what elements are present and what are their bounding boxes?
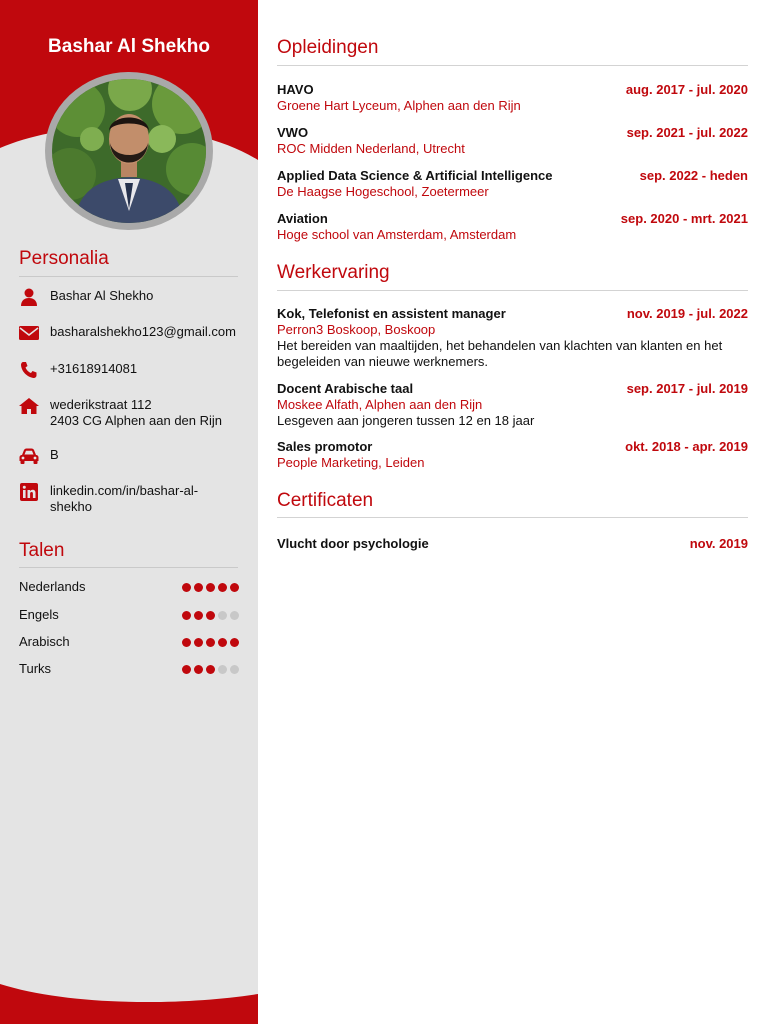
personal-name-item (19, 288, 244, 306)
entry-date: sep. 2020 - mrt. 2021 (620, 211, 748, 226)
language-name: Nederlands (19, 579, 86, 594)
entry-description: Het bereiden van maaltijden, het behandelen van klachten van klanten en het begeleiden van nieuwe werknemers. (277, 338, 723, 369)
werkervaring-divider (277, 290, 748, 291)
entry-description: Lesgeven aan jongeren tussen 12 en 18 jaar (277, 413, 535, 428)
footer-red-wave (0, 984, 258, 1024)
user-icon (19, 288, 39, 306)
entry-subtitle: Hoge school van Amsterdam, Amsterdam (277, 227, 517, 242)
level-dot-filled (230, 638, 239, 647)
personal-email-text[interactable]: basharalshekho123@gmail.com (50, 324, 236, 339)
level-dot-filled (194, 611, 203, 620)
linkedin-line-1: linkedin.com/in/bashar-al- (50, 483, 199, 498)
entry-title: VWO (277, 125, 309, 140)
level-dot-filled (182, 638, 191, 647)
opleidingen-heading: Opleidingen (277, 37, 379, 58)
entry-date: nov. 2019 (689, 536, 748, 551)
education-entry (277, 211, 748, 243)
linkedin-icon (19, 483, 39, 501)
personalia-heading: Personalia (19, 248, 109, 269)
address-line-1: wederikstraat 112 (50, 397, 152, 412)
sidebar (0, 0, 258, 1024)
entry-date: aug. 2017 - jul. 2020 (625, 82, 748, 97)
entry-date: nov. 2019 - jul. 2022 (626, 306, 748, 321)
certificate-entry (277, 536, 748, 552)
level-dot-filled (206, 638, 215, 647)
personalia-divider (19, 276, 238, 277)
profile-photo (52, 79, 206, 223)
level-dot-filled (182, 611, 191, 620)
address-line-2: 2403 CG Alphen aan den Rijn (50, 413, 223, 428)
profile-name: Bashar Al Shekho (48, 36, 210, 57)
linkedin-line-2: shekho (50, 499, 92, 514)
language-name: Engels (19, 607, 59, 622)
car-icon (19, 447, 39, 465)
work-entry (277, 439, 748, 471)
level-dot-filled (194, 665, 203, 674)
language-name: Turks (19, 661, 52, 676)
work-entry (277, 381, 748, 429)
phone-icon (19, 361, 39, 379)
level-dot-filled (182, 583, 191, 592)
personal-name-text: Bashar Al Shekho (50, 288, 154, 303)
home-icon (19, 397, 39, 415)
language-level-dots (182, 583, 239, 592)
level-dot-filled (182, 665, 191, 674)
level-dot-filled (194, 638, 203, 647)
opleidingen-divider (277, 65, 748, 66)
personal-email-item (19, 324, 244, 342)
entry-subtitle: Groene Hart Lyceum, Alphen aan den Rijn (277, 98, 521, 113)
level-dot-empty (218, 611, 227, 620)
entry-date: okt. 2018 - apr. 2019 (625, 439, 748, 454)
entry-title: Sales promotor (277, 439, 373, 454)
entry-subtitle: Moskee Alfath, Alphen aan den Rijn (277, 397, 483, 412)
work-entry (277, 306, 748, 370)
level-dot-filled (206, 665, 215, 674)
level-dot-filled (218, 583, 227, 592)
level-dot-empty (230, 611, 239, 620)
entry-title: Applied Data Science & Artificial Intelligence (277, 168, 553, 183)
language-level-dots (182, 611, 239, 620)
language-name: Arabisch (19, 634, 70, 649)
language-level-dots (182, 665, 239, 674)
personal-linkedin-item (19, 483, 244, 515)
level-dot-empty (218, 665, 227, 674)
level-dot-filled (194, 583, 203, 592)
entry-subtitle: De Haagse Hogeschool, Zoetermeer (277, 184, 489, 199)
werkervaring-heading: Werkervaring (277, 262, 390, 283)
certificaten-divider (277, 517, 748, 518)
language-row (19, 661, 239, 677)
personal-phone-item (19, 361, 244, 379)
level-dot-filled (230, 583, 239, 592)
profile-photo-illustration (52, 79, 206, 223)
entry-date: sep. 2017 - jul. 2019 (626, 381, 748, 396)
language-row (19, 607, 239, 623)
entry-subtitle: People Marketing, Leiden (277, 455, 425, 470)
personal-linkedin-text[interactable] (50, 483, 198, 515)
entry-subtitle: Perron3 Boskoop, Boskoop (277, 322, 436, 337)
certificaten-heading: Certificaten (277, 490, 374, 511)
language-row (19, 634, 239, 650)
level-dot-filled (206, 611, 215, 620)
personal-license-text: B (50, 447, 59, 462)
level-dot-filled (206, 583, 215, 592)
entry-title: Kok, Telefonist en assistent manager (277, 306, 506, 321)
personal-address-text (50, 397, 222, 429)
education-entry (277, 82, 748, 114)
personal-address-item (19, 397, 244, 429)
language-level-dots (182, 638, 239, 647)
entry-title: Aviation (277, 211, 328, 226)
education-entry (277, 168, 748, 200)
entry-date: sep. 2021 - jul. 2022 (626, 125, 748, 140)
personal-phone-text[interactable]: +31618914081 (50, 361, 138, 376)
talen-heading: Talen (19, 540, 65, 561)
education-entry (277, 125, 748, 157)
entry-title: Docent Arabische taal (277, 381, 414, 396)
level-dot-empty (230, 665, 239, 674)
talen-divider (19, 567, 238, 568)
entry-subtitle: ROC Midden Nederland, Utrecht (277, 141, 465, 156)
envelope-icon (19, 324, 39, 342)
level-dot-filled (218, 638, 227, 647)
language-row (19, 579, 239, 595)
entry-title: HAVO (277, 82, 314, 97)
personal-license-item (19, 447, 244, 465)
entry-date: sep. 2022 - heden (639, 168, 748, 183)
entry-title: Vlucht door psychologie (277, 536, 429, 551)
